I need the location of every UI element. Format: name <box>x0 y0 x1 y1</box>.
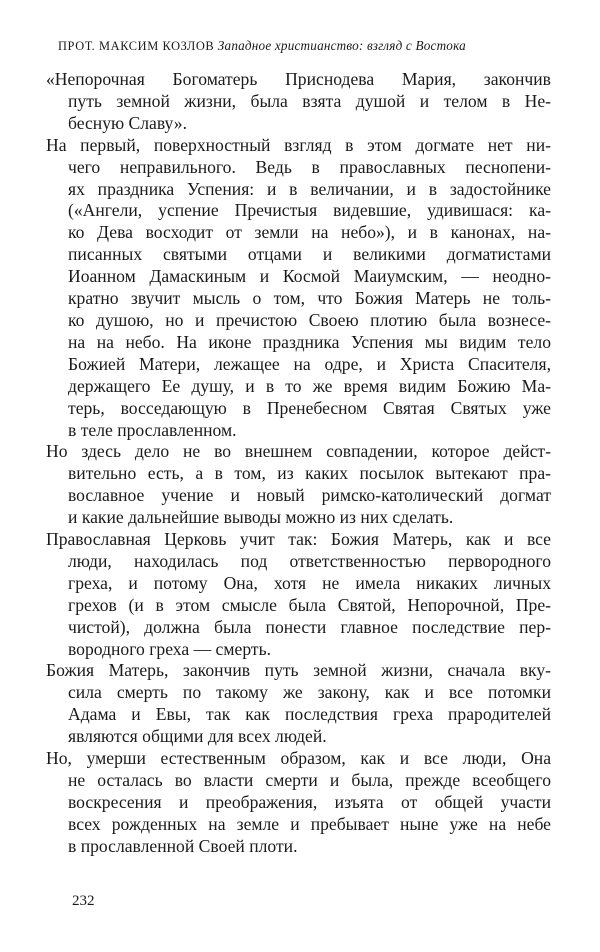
text-line: бесную Славу». <box>68 112 187 133</box>
text-line: Иоанном Дамаскиным и Космой Маиумским, — неодно- <box>68 266 551 287</box>
text-line: вительно есть, а в том, из каких посылок вытекают пра- <box>68 463 551 484</box>
paragraph <box>46 69 551 135</box>
text-line: грехов (и в этом смысле была Святой, Непорочной, Пре- <box>68 594 551 615</box>
text-line: Но здесь дело не во внешнем совпадении, которое дейст- <box>46 441 551 462</box>
text-line: сила смерть по такому же закону, как и все потомки <box>68 682 551 703</box>
paragraph <box>46 748 551 858</box>
text-line: являются общими для всех людей. <box>68 726 327 747</box>
text-line: ях праздника Успения: и в величании, и в задостойнике <box>68 178 551 199</box>
text-line: воскресения и преображения, изъята от общей участи <box>68 791 551 812</box>
text-line: «Непорочная Богоматерь Приснодева Мария, закончив <box>46 69 551 89</box>
text-line: На первый, поверхностный взгляд в этом догмате нет ни- <box>46 134 551 155</box>
text-line: в прославленной Своей плоти. <box>68 835 298 856</box>
text-line: путь земной жизни, была взята душой и телом в Не- <box>68 90 551 111</box>
text-line: в теле прославленном. <box>68 419 237 440</box>
text-line: («Ангели, успение Пречистыя видевшие, удивишася: ка- <box>68 200 551 221</box>
text-line: люди, находилась под ответственностью первородного <box>68 550 551 571</box>
text-line: вородного греха — смерть. <box>68 638 271 659</box>
text-line: кратно звучит мысль о том, что Божия Матерь не толь- <box>68 288 551 309</box>
text-line: Адама и Евы, так как последствия греха прародителей <box>68 704 551 725</box>
paragraph <box>46 529 551 660</box>
text-line: Божия Матерь, закончив путь земной жизни, сначала вку- <box>46 660 551 681</box>
text-line: Но, умерши естественным образом, как и все люди, Она <box>46 748 551 769</box>
text-line: ко душою, но и пречистою Своею плотию была вознесе- <box>68 309 551 330</box>
text-line: Православная Церковь учит так: Божия Матерь, как и все <box>46 529 551 550</box>
header-author: ПРОТ. МАКСИМ КОЗЛОВ <box>58 39 215 53</box>
text-line: всех рожденных на земле и пребывает ныне уже на небе <box>68 813 551 834</box>
text-line: держащего Ее душу, и в то же время видим Божию Ма- <box>68 375 551 396</box>
text-line: не осталась во власти смерти и была, прежде всеобщего <box>68 770 551 790</box>
body-text <box>46 69 551 858</box>
page-number: 232 <box>72 893 95 909</box>
text-line: писанных святыми отцами и великими догматистами <box>68 244 551 265</box>
text-line: на на небо. На иконе праздника Успения мы видим тело <box>68 331 551 352</box>
text-line: терь, восседающую в Пренебесном Святая Святых уже <box>68 397 551 418</box>
text-line: и какие дальнейшие выводы можно из них сделать. <box>68 507 454 528</box>
text-line: чего неправильного. Ведь в православных песнопени- <box>68 156 551 177</box>
text-line: вославное учение и новый римско-католический догмат <box>68 485 551 506</box>
paragraph <box>46 135 551 442</box>
text-line: Божией Матери, лежащее на одре, и Христа Спасителя, <box>68 353 551 374</box>
text-line: чистой), должна была понести главное последствие пер- <box>68 616 551 637</box>
text-line: греха, и потому Она, хотя не имела никаких личных <box>68 572 551 593</box>
text-line: ко Дева восходит от земли на небо»), и в канонах, на- <box>68 222 551 243</box>
running-header <box>58 38 578 54</box>
paragraph <box>46 441 551 529</box>
paragraph <box>46 660 551 748</box>
header-title: Западное христианство: взгляд с Востока <box>217 38 466 53</box>
